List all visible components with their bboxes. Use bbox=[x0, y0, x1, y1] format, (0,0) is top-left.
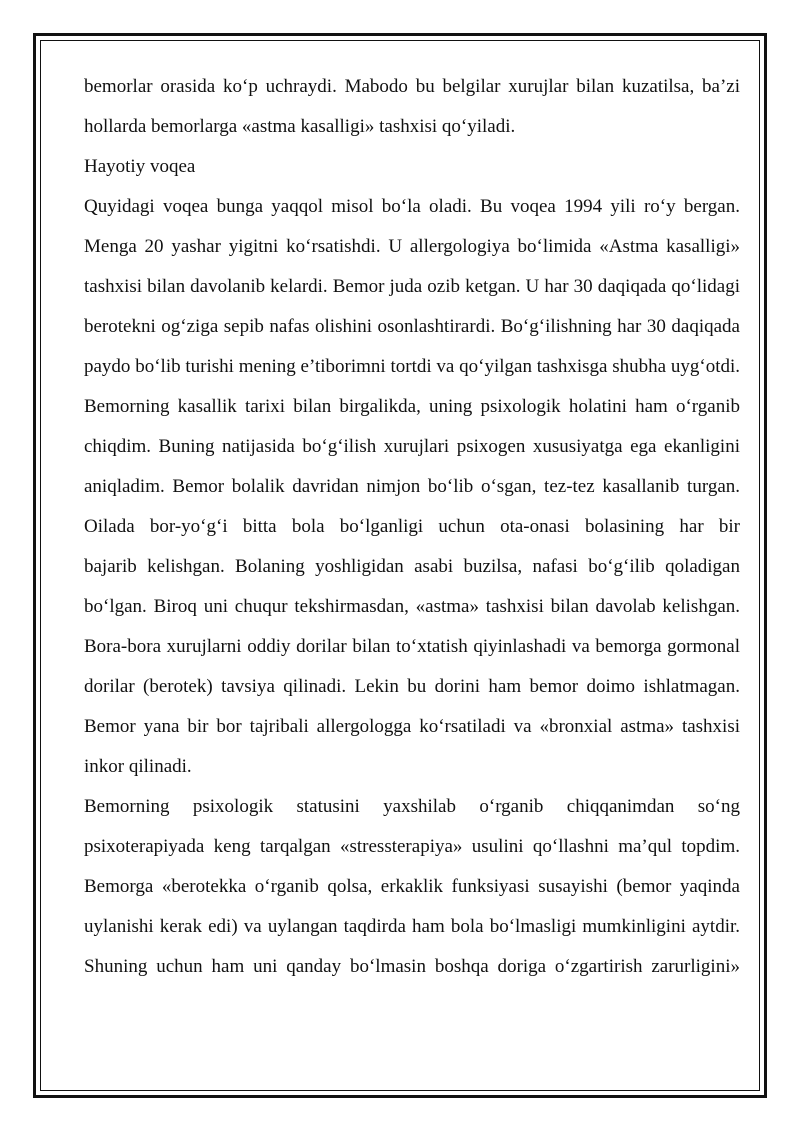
text-line: Menga 20 yashar yigitni ko‘rsatishdi. U allergologiya bo‘limida «Astma kasalligi» bbox=[84, 236, 740, 257]
text-line: uylanishi kerak edi) va uylangan taqdirda ham bola bo‘lmasligi mumkinligini aytdir. bbox=[84, 916, 740, 937]
text-line: Bemorning psixologik statusini yaxshilab o‘rganib chiqqanimdan so‘ng bbox=[84, 796, 740, 817]
text-line: Oilada bor-yo‘g‘i bitta bola bo‘lganligi uchun ota-onasi bolasining har bir bbox=[84, 516, 740, 537]
text-line: bo‘lgan. Biroq uni chuqur tekshirmasdan, «astma» tashxisi bilan davolab kelishgan. bbox=[84, 596, 740, 617]
document-body bbox=[84, 67, 740, 987]
text-line: psixoterapiyada keng tarqalgan «stressterapiya» usulini qo‘llashni ma’qul topdim. bbox=[84, 836, 740, 857]
text-line: bemorlar orasida ko‘p uchraydi. Mabodo bu belgilar xurujlar bilan kuzatilsa, ba’zi bbox=[84, 76, 740, 97]
text-line: tashxisi bilan davolanib kelardi. Bemor juda ozib ketgan. U har 30 daqiqada qo‘lidagi bbox=[84, 276, 740, 297]
text-line: Hayotiy voqea bbox=[84, 156, 196, 177]
text-line: dorilar (berotek) tavsiya qilinadi. Lekin bu dorini ham bemor doimo ishlatmagan. bbox=[84, 676, 740, 697]
text-line: chiqdim. Buning natijasida bo‘g‘ilish xurujlari psixogen xususiyatga ega ekanligini bbox=[84, 436, 740, 457]
text-line: paydo bo‘lib turishi mening e’tiborimni tortdi va qo‘yilgan tashxisga shubha uyg‘otdi. bbox=[84, 356, 740, 377]
text-line: Bemorning kasallik tarixi bilan birgalikda, uning psixologik holatini ham o‘rganib bbox=[84, 396, 740, 417]
text-line: bajarib kelishgan. Bolaning yoshligidan asabi buzilsa, nafasi bo‘g‘ilib qoladigan bbox=[84, 556, 740, 577]
text-line: Bemorga «berotekka o‘rganib qolsa, erkaklik funksiyasi susayishi (bemor yaqinda bbox=[84, 876, 740, 897]
text-line: aniqladim. Bemor bolalik davridan nimjon bo‘lib o‘sgan, tez-tez kasallanib turgan. bbox=[84, 476, 740, 497]
text-line: Bemor yana bir bor tajribali allergologga ko‘rsatiladi va «bronxial astma» tashxisi bbox=[84, 716, 740, 737]
text-line: Quyidagi voqea bunga yaqqol misol bo‘la oladi. Bu voqea 1994 yili ro‘y bergan. bbox=[84, 196, 740, 217]
text-line: hollarda bemorlarga «astma kasalligi» tashxisi qo‘yiladi. bbox=[84, 116, 516, 137]
text-line: berotekni og‘ziga sepib nafas olishini osonlashtirardi. Bo‘g‘ilishning har 30 daqiqada bbox=[84, 316, 740, 337]
text-line: Shuning uchun ham uni qanday bo‘lmasin boshqa doriga o‘zgartirish zarurligini» bbox=[84, 956, 740, 977]
text-line: Bora-bora xurujlarni oddiy dorilar bilan to‘xtatish qiyinlashadi va bemorga gormonal bbox=[84, 636, 740, 657]
text-line: inkor qilinadi. bbox=[84, 756, 192, 777]
